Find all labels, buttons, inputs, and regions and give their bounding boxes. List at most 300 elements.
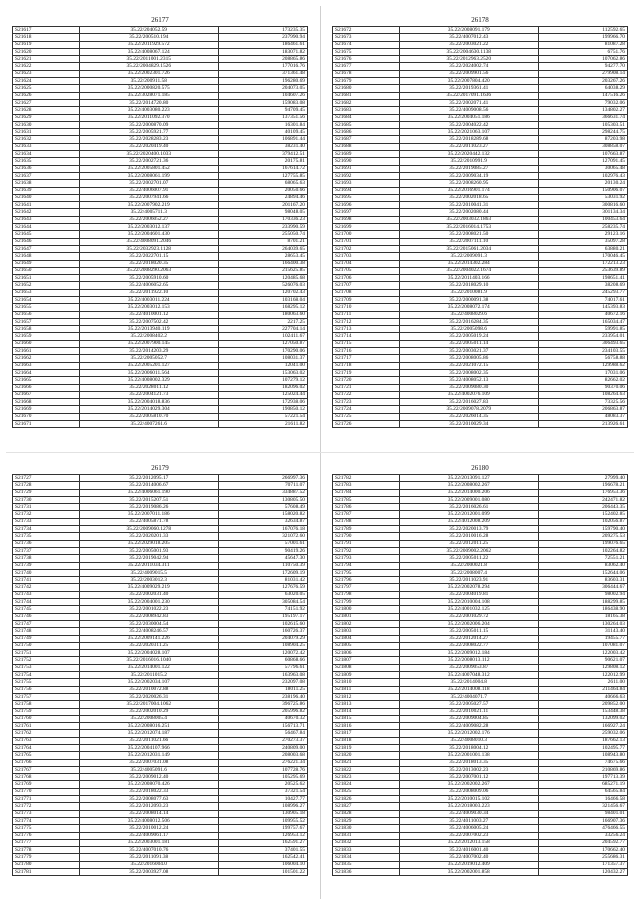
table-row (333, 245, 628, 252)
reference-cell: 35.22/2008290.2063 (79, 267, 219, 274)
amount-cell: 206863.87 (539, 406, 628, 413)
table-row (333, 34, 628, 41)
reference-cell: 35.22/2002078.294 (399, 584, 539, 591)
record-id-cell: S21651 (13, 275, 80, 282)
table-row (13, 584, 308, 591)
record-id-cell: S21815 (333, 715, 400, 722)
amount-cell: 396725.86 (219, 701, 308, 708)
record-id-cell: S21759 (13, 708, 80, 715)
table-row (13, 657, 308, 664)
table-row (333, 165, 628, 172)
table-row (333, 796, 628, 803)
record-id-cell: S21647 (13, 245, 80, 252)
reference-cell: 35.22/2007804.420 (399, 78, 539, 85)
amount-cell: 102264.82 (539, 547, 628, 554)
record-id-cell: S21736 (13, 540, 80, 547)
reference-cell: 35.22/2013002.23 (399, 766, 539, 773)
table-row (13, 121, 308, 128)
record-id-cell: S21652 (13, 282, 80, 289)
amount-cell: 199757.67 (219, 825, 308, 832)
record-id-cell: S21795 (333, 569, 400, 576)
ledger-table (332, 474, 628, 876)
amount-cell: 38231.40 (219, 143, 308, 150)
table-row (333, 41, 628, 48)
table-row (333, 847, 628, 854)
table-row (13, 209, 308, 216)
reference-cell: 35.22/2004018.836 (79, 399, 219, 406)
table-row (13, 231, 308, 238)
record-id-cell: S21731 (13, 504, 80, 511)
amount-cell: 122003.42 (539, 650, 628, 657)
amount-cell: 308858.07 (539, 143, 628, 150)
record-id-cell: S21622 (13, 63, 80, 70)
table-row (13, 48, 308, 55)
table-row (333, 238, 628, 245)
amount-cell: 379412.51 (219, 151, 308, 158)
reference-cell: 35.22/2010021.11 (399, 708, 539, 715)
record-id-cell: S21784 (333, 489, 400, 496)
amount-cell: 171357.37 (539, 861, 628, 868)
record-id-cell: S21662 (13, 355, 80, 362)
amount-cell: 211464.84 (539, 686, 628, 693)
reference-cell: 35.22/4008091.2046 (79, 238, 219, 245)
reference-cell: 35.22/2016284.35 (399, 318, 539, 325)
amount-cell: 258235.74 (539, 224, 628, 231)
record-id-cell: S21648 (13, 253, 80, 260)
reference-cell: 35.22/2018013.35 (399, 759, 539, 766)
reference-cell: 35.22/4007012.43 (399, 34, 539, 41)
record-id-cell: S21715 (333, 340, 400, 347)
table-row (13, 744, 308, 751)
reference-cell: 35.22/2005011.15 (399, 628, 539, 635)
reference-cell: 35.22/2004829.1526 (79, 63, 219, 70)
reference-cell: 35.22/2002301.726 (79, 70, 219, 77)
amount-cell: 2217.25 (219, 318, 308, 325)
reference-cell: 35.22/2006011.564 (79, 369, 219, 376)
table-row (333, 333, 628, 340)
record-id-cell: S21768 (13, 774, 80, 781)
table-row (13, 475, 308, 482)
amount-cell: 476466.55 (539, 825, 628, 832)
record-id-cell: S21728 (13, 482, 80, 489)
amount-cell: 10427.77 (219, 796, 308, 803)
record-id-cell: S21769 (13, 781, 80, 788)
amount-cell: 165034.47 (539, 318, 628, 325)
record-id-cell: S21779 (13, 854, 80, 861)
reference-cell: 35.22/2005098.6 (399, 326, 539, 333)
reference-cell: 35.22/2008002.267 (399, 482, 539, 489)
amount-cell: 98048.05 (219, 209, 308, 216)
reference-cell: 35.22/2013940.119 (79, 326, 219, 333)
amount-cell: 204073.05 (219, 85, 308, 92)
reference-cell: 35.22/2005001.93 (79, 547, 219, 554)
reference-cell: 35.22/2012074.187 (79, 730, 219, 737)
table-row (13, 533, 308, 540)
reference-cell: 35.22/2008260.95 (399, 180, 539, 187)
record-id-cell: S21670 (13, 413, 80, 420)
ledger-page (332, 14, 628, 428)
reference-cell: 35.22/2009012.40 (79, 774, 219, 781)
reference-cell: 35.22/2004051.186 (399, 114, 539, 121)
reference-cell: 35.22/4009082.28 (399, 723, 539, 730)
table-row (13, 27, 308, 34)
reference-cell: 35.22/2011023.27 (399, 143, 539, 150)
reference-cell: 35.22/2014006.67 (79, 482, 219, 489)
amount-cell: 18165.38 (539, 613, 628, 620)
record-id-cell: S21631 (13, 129, 80, 136)
record-id-cell: S21737 (13, 547, 80, 554)
reference-cell: 35.22/2009091.3 (399, 253, 539, 260)
table-row (333, 693, 628, 700)
reference-cell: 35.22/2009080.30 (399, 384, 539, 391)
table-row (13, 635, 308, 642)
record-id-cell: S21773 (13, 810, 80, 817)
record-id-cell: S21617 (13, 27, 80, 34)
amount-cell: 20050.66 (219, 187, 308, 194)
amount-cell: 110750.39 (219, 562, 308, 569)
reference-cell: 35.22/2012093.23 (79, 803, 219, 810)
reference-cell: 35.22/2026014.35 (399, 413, 539, 420)
amount-cell: 196678.21 (539, 482, 628, 489)
table-row (13, 377, 308, 384)
record-id-cell: S21798 (333, 591, 400, 598)
reference-cell: 35.22/2005011.22 (399, 555, 539, 562)
table-row (13, 63, 308, 70)
record-id-cell: S21819 (333, 744, 400, 751)
amount-cell: 83603.31 (539, 577, 628, 584)
record-id-cell: S21697 (333, 209, 400, 216)
record-id-cell: S21724 (333, 406, 400, 413)
reference-cell: 35.22/2011015.2 (79, 672, 219, 679)
record-id-cell: S21725 (333, 413, 400, 420)
record-id-cell: S21833 (333, 847, 400, 854)
record-id-cell: S21672 (333, 27, 400, 34)
record-id-cell: S21734 (13, 526, 80, 533)
reference-cell: 35.22/2011091.38 (79, 854, 219, 861)
amount-cell: 105303.51 (539, 121, 628, 128)
amount-cell: 57608.49 (219, 504, 308, 511)
reference-cell: 35.22/2007011.186 (79, 511, 219, 518)
amount-cell: 73325.56 (539, 399, 628, 406)
record-id-cell: S21754 (13, 672, 80, 679)
table-row (13, 540, 308, 547)
amount-cell: 301134.34 (539, 209, 628, 216)
amount-cell: 205996.82 (219, 708, 308, 715)
record-id-cell: S21650 (13, 267, 80, 274)
amount-cell: 33256.24 (539, 832, 628, 839)
record-id-cell: S21776 (13, 832, 80, 839)
amount-cell: 108996.27 (219, 803, 308, 810)
reference-cell: 35.22/2002034.107 (79, 679, 219, 686)
record-id-cell: S21661 (13, 348, 80, 355)
record-id-cell: S21804 (333, 635, 400, 642)
reference-cell: 35.22/2004019.81 (399, 591, 539, 598)
table-row (333, 121, 628, 128)
amount-cell: 129808.12 (539, 664, 628, 671)
record-id-cell: S21809 (333, 672, 400, 679)
amount-cell: 40109.45 (219, 129, 308, 136)
table-row (13, 282, 308, 289)
page-number: 26177 (151, 16, 169, 24)
record-id-cell: S21691 (333, 165, 400, 172)
reference-cell: 35.22/4008012.506 (79, 817, 219, 824)
table-row (333, 158, 628, 165)
reference-cell: 35.22/2005921.77 (79, 129, 219, 136)
amount-cell: 79032.06 (539, 99, 628, 106)
table-row (13, 803, 308, 810)
reference-cell: 35.22/2004107.966 (79, 744, 219, 751)
record-id-cell: S21720 (333, 377, 400, 384)
amount-cell: 253639.89 (539, 267, 628, 274)
table-row (13, 85, 308, 92)
record-id-cell: S21767 (13, 766, 80, 773)
amount-cell: 232097.08 (219, 679, 308, 686)
amount-cell: 74151.92 (219, 606, 308, 613)
record-id-cell: S21618 (13, 34, 80, 41)
reference-cell: 35.22/2012002.176 (399, 730, 539, 737)
table-row (333, 511, 628, 518)
record-id-cell: S21714 (333, 333, 400, 340)
table-row (13, 861, 308, 868)
reference-cell: 35.22/4006005.24 (399, 825, 539, 832)
table-row (13, 679, 308, 686)
record-id-cell: S21678 (333, 70, 400, 77)
reference-cell: 35.22/2019012.409 (399, 861, 539, 868)
amount-cell: 147516.26 (539, 92, 628, 99)
reference-cell: 35.22/4008246.57 (79, 628, 219, 635)
amount-cell: 24894.46 (219, 194, 308, 201)
record-id-cell: S21706 (333, 275, 400, 282)
table-row (333, 377, 628, 384)
reference-cell: 35.22/2009060.1278 (79, 526, 219, 533)
table-row (333, 311, 628, 318)
record-id-cell: S21683 (333, 107, 400, 114)
reference-cell: 35.22/2016901.174 (399, 187, 539, 194)
record-id-cell: S21760 (13, 715, 80, 722)
record-id-cell: S21671 (13, 421, 80, 428)
reference-cell: 35.22/4003080.223 (79, 107, 219, 114)
reference-cell: 35.22/2004630.1138 (399, 48, 539, 55)
amount-cell: 238196.40 (219, 693, 308, 700)
reference-cell: 35.22/2030004.54 (79, 620, 219, 627)
record-id-cell: S21729 (13, 489, 80, 496)
table-row (13, 810, 308, 817)
amount-cell: 371361.48 (219, 70, 308, 77)
amount-cell: 120432.27 (539, 869, 628, 876)
record-id-cell: S21629 (13, 114, 80, 121)
table-row (333, 540, 628, 547)
record-id-cell: S21677 (333, 63, 400, 70)
record-id-cell: S21788 (333, 518, 400, 525)
table-row (13, 591, 308, 598)
table-row (333, 369, 628, 376)
table-row (333, 56, 628, 63)
reference-cell: 35.22/2018289.68 (399, 136, 539, 143)
reference-cell: 35.22/2013091.127 (399, 475, 539, 482)
record-id-cell: S21787 (333, 511, 400, 518)
amount-cell: 31143.40 (539, 628, 628, 635)
amount-cell: 526076.03 (219, 282, 308, 289)
record-id-cell: S21727 (13, 475, 80, 482)
amount-cell: 32634.87 (219, 518, 308, 525)
record-id-cell: S21823 (333, 774, 400, 781)
table-row (13, 774, 308, 781)
table-row (13, 562, 308, 569)
amount-cell: 19455.77 (539, 635, 628, 642)
amount-cell: 94277.70 (539, 63, 628, 70)
reference-cell: 35.22/2011922.10 (79, 289, 219, 296)
reference-cell: 35.22/2005201.127 (79, 362, 219, 369)
reference-cell: 35.22/2011034.311 (79, 562, 219, 569)
amount-cell: 240809.00 (219, 744, 308, 751)
table-row (333, 289, 628, 296)
amount-cell: 130264.03 (539, 620, 628, 627)
amount-cell: 18011.25 (219, 686, 308, 693)
amount-cell: 107279.12 (219, 377, 308, 384)
amount-cell: 38208.69 (539, 282, 628, 289)
record-id-cell: S21674 (333, 41, 400, 48)
amount-cell: 107081.07 (539, 642, 628, 649)
record-id-cell: S21687 (333, 136, 400, 143)
table-row (333, 861, 628, 868)
ledger-page (332, 462, 628, 876)
table-row (13, 114, 308, 121)
reference-cell: 35.22/2010081.9 (399, 289, 539, 296)
record-id-cell: S21825 (333, 788, 400, 795)
reference-cell: 35.22/2019361.41 (399, 85, 539, 92)
reference-cell: 35.22/2005019.24 (399, 333, 539, 340)
table-row (13, 421, 308, 428)
reference-cell: 35.22/2008014.14 (79, 810, 219, 817)
table-row (13, 599, 308, 606)
amount-cell: 242471.82 (539, 496, 628, 503)
record-id-cell: S21638 (13, 180, 80, 187)
reference-cell: 35.22/2020201.33 (79, 533, 219, 540)
record-id-cell: S21818 (333, 737, 400, 744)
table-row (333, 194, 628, 201)
amount-cell: 81087.28 (539, 41, 628, 48)
reference-cell: 35.22/2008005.4 (79, 715, 219, 722)
amount-cell: 45647.30 (219, 555, 308, 562)
reference-cell: 35.22/2005910.60 (79, 275, 219, 282)
record-id-cell: S21709 (333, 296, 400, 303)
table-row (13, 289, 308, 296)
record-id-cell: S21719 (333, 369, 400, 376)
record-id-cell: S21646 (13, 238, 80, 245)
reference-cell: 35.22/2003012.137 (79, 224, 219, 231)
table-row (13, 825, 308, 832)
record-id-cell: S21826 (333, 796, 400, 803)
table-row (333, 766, 628, 773)
table-row (13, 384, 308, 391)
table-row (333, 642, 628, 649)
table-row (333, 282, 628, 289)
record-id-cell: S21627 (13, 99, 80, 106)
table-row (333, 555, 628, 562)
reference-cell: 35.22/2021063.107 (399, 129, 539, 136)
amount-cell: 204592.77 (539, 839, 628, 846)
record-id-cell: S21645 (13, 231, 80, 238)
reference-cell: 35.22/4001032.125 (399, 606, 539, 613)
record-id-cell: S21664 (13, 369, 80, 376)
record-id-cell: S21665 (13, 377, 80, 384)
record-id-cell: S21780 (13, 861, 80, 868)
amount-cell: 255050.74 (219, 231, 308, 238)
record-id-cell: S21803 (333, 628, 400, 635)
amount-cell: 170290.06 (219, 348, 308, 355)
amount-cell: 37321.54 (219, 788, 308, 795)
reference-cell: 35.22/2014302.284 (399, 260, 539, 267)
amount-cell: 6751.76 (539, 48, 628, 55)
record-id-cell: S21642 (13, 209, 80, 216)
record-id-cell: S21655 (13, 304, 80, 311)
record-id-cell: S21703 (333, 253, 400, 260)
table-row (333, 406, 628, 413)
record-id-cell: S21750 (13, 642, 80, 649)
amount-cell: 159083.08 (219, 99, 308, 106)
amount-cell: 101501.22 (219, 869, 308, 876)
amount-cell: 162591.27 (219, 839, 308, 846)
reference-cell: 35.22/2011021.66 (79, 737, 219, 744)
amount-cell: 306444.67 (539, 584, 628, 591)
record-id-cell: S21679 (333, 78, 400, 85)
record-id-cell: S21766 (13, 759, 80, 766)
amount-cell: 108943.80 (539, 752, 628, 759)
table-row (333, 781, 628, 788)
record-id-cell: S21751 (13, 650, 80, 657)
ledger-table (12, 26, 308, 428)
table-row (13, 267, 308, 274)
record-id-cell: S21637 (13, 172, 80, 179)
reference-cell: 35.22/2007031.08 (79, 759, 219, 766)
record-id-cell: S21753 (13, 664, 80, 671)
amount-cell: 153063.02 (219, 369, 308, 376)
amount-cell: 2611.00 (539, 679, 628, 686)
amount-cell: 126953.12 (219, 832, 308, 839)
reference-cell: 35.22/2020442.132 (399, 151, 539, 158)
table-row (13, 547, 308, 554)
reference-cell: 35.22/4005871.78 (79, 518, 219, 525)
table-row (13, 304, 308, 311)
amount-cell: 57001.61 (219, 540, 308, 547)
reference-cell: 35.22/2003927.08 (79, 869, 219, 876)
amount-cell: 173235.35 (219, 27, 308, 34)
table-row (333, 730, 628, 737)
amount-cell: 150906.07 (539, 187, 628, 194)
amount-cell: 127050.87 (219, 340, 308, 347)
table-row (333, 701, 628, 708)
record-id-cell: S21820 (333, 752, 400, 759)
table-row (333, 253, 628, 260)
record-id-cell: S21777 (13, 839, 80, 846)
record-id-cell: S21739 (13, 562, 80, 569)
reference-cell: 35.22/2002001.858 (399, 869, 539, 876)
reference-cell: 35.22/2003012.3 (79, 577, 219, 584)
record-id-cell: S21746 (13, 613, 80, 620)
table-row (13, 482, 308, 489)
amount-cell: 170046.45 (539, 253, 628, 260)
record-id-cell: S21676 (333, 56, 400, 63)
record-id-cell: S21755 (13, 679, 80, 686)
table-row (333, 187, 628, 194)
amount-cell: 166400.38 (219, 260, 308, 267)
reference-cell: 35.22/4005711.3 (79, 209, 219, 216)
reference-cell: 35.22/2002031.40 (79, 591, 219, 598)
table-row (333, 489, 628, 496)
record-id-cell: S21816 (333, 723, 400, 730)
table-row (13, 796, 308, 803)
table-row (13, 34, 308, 41)
